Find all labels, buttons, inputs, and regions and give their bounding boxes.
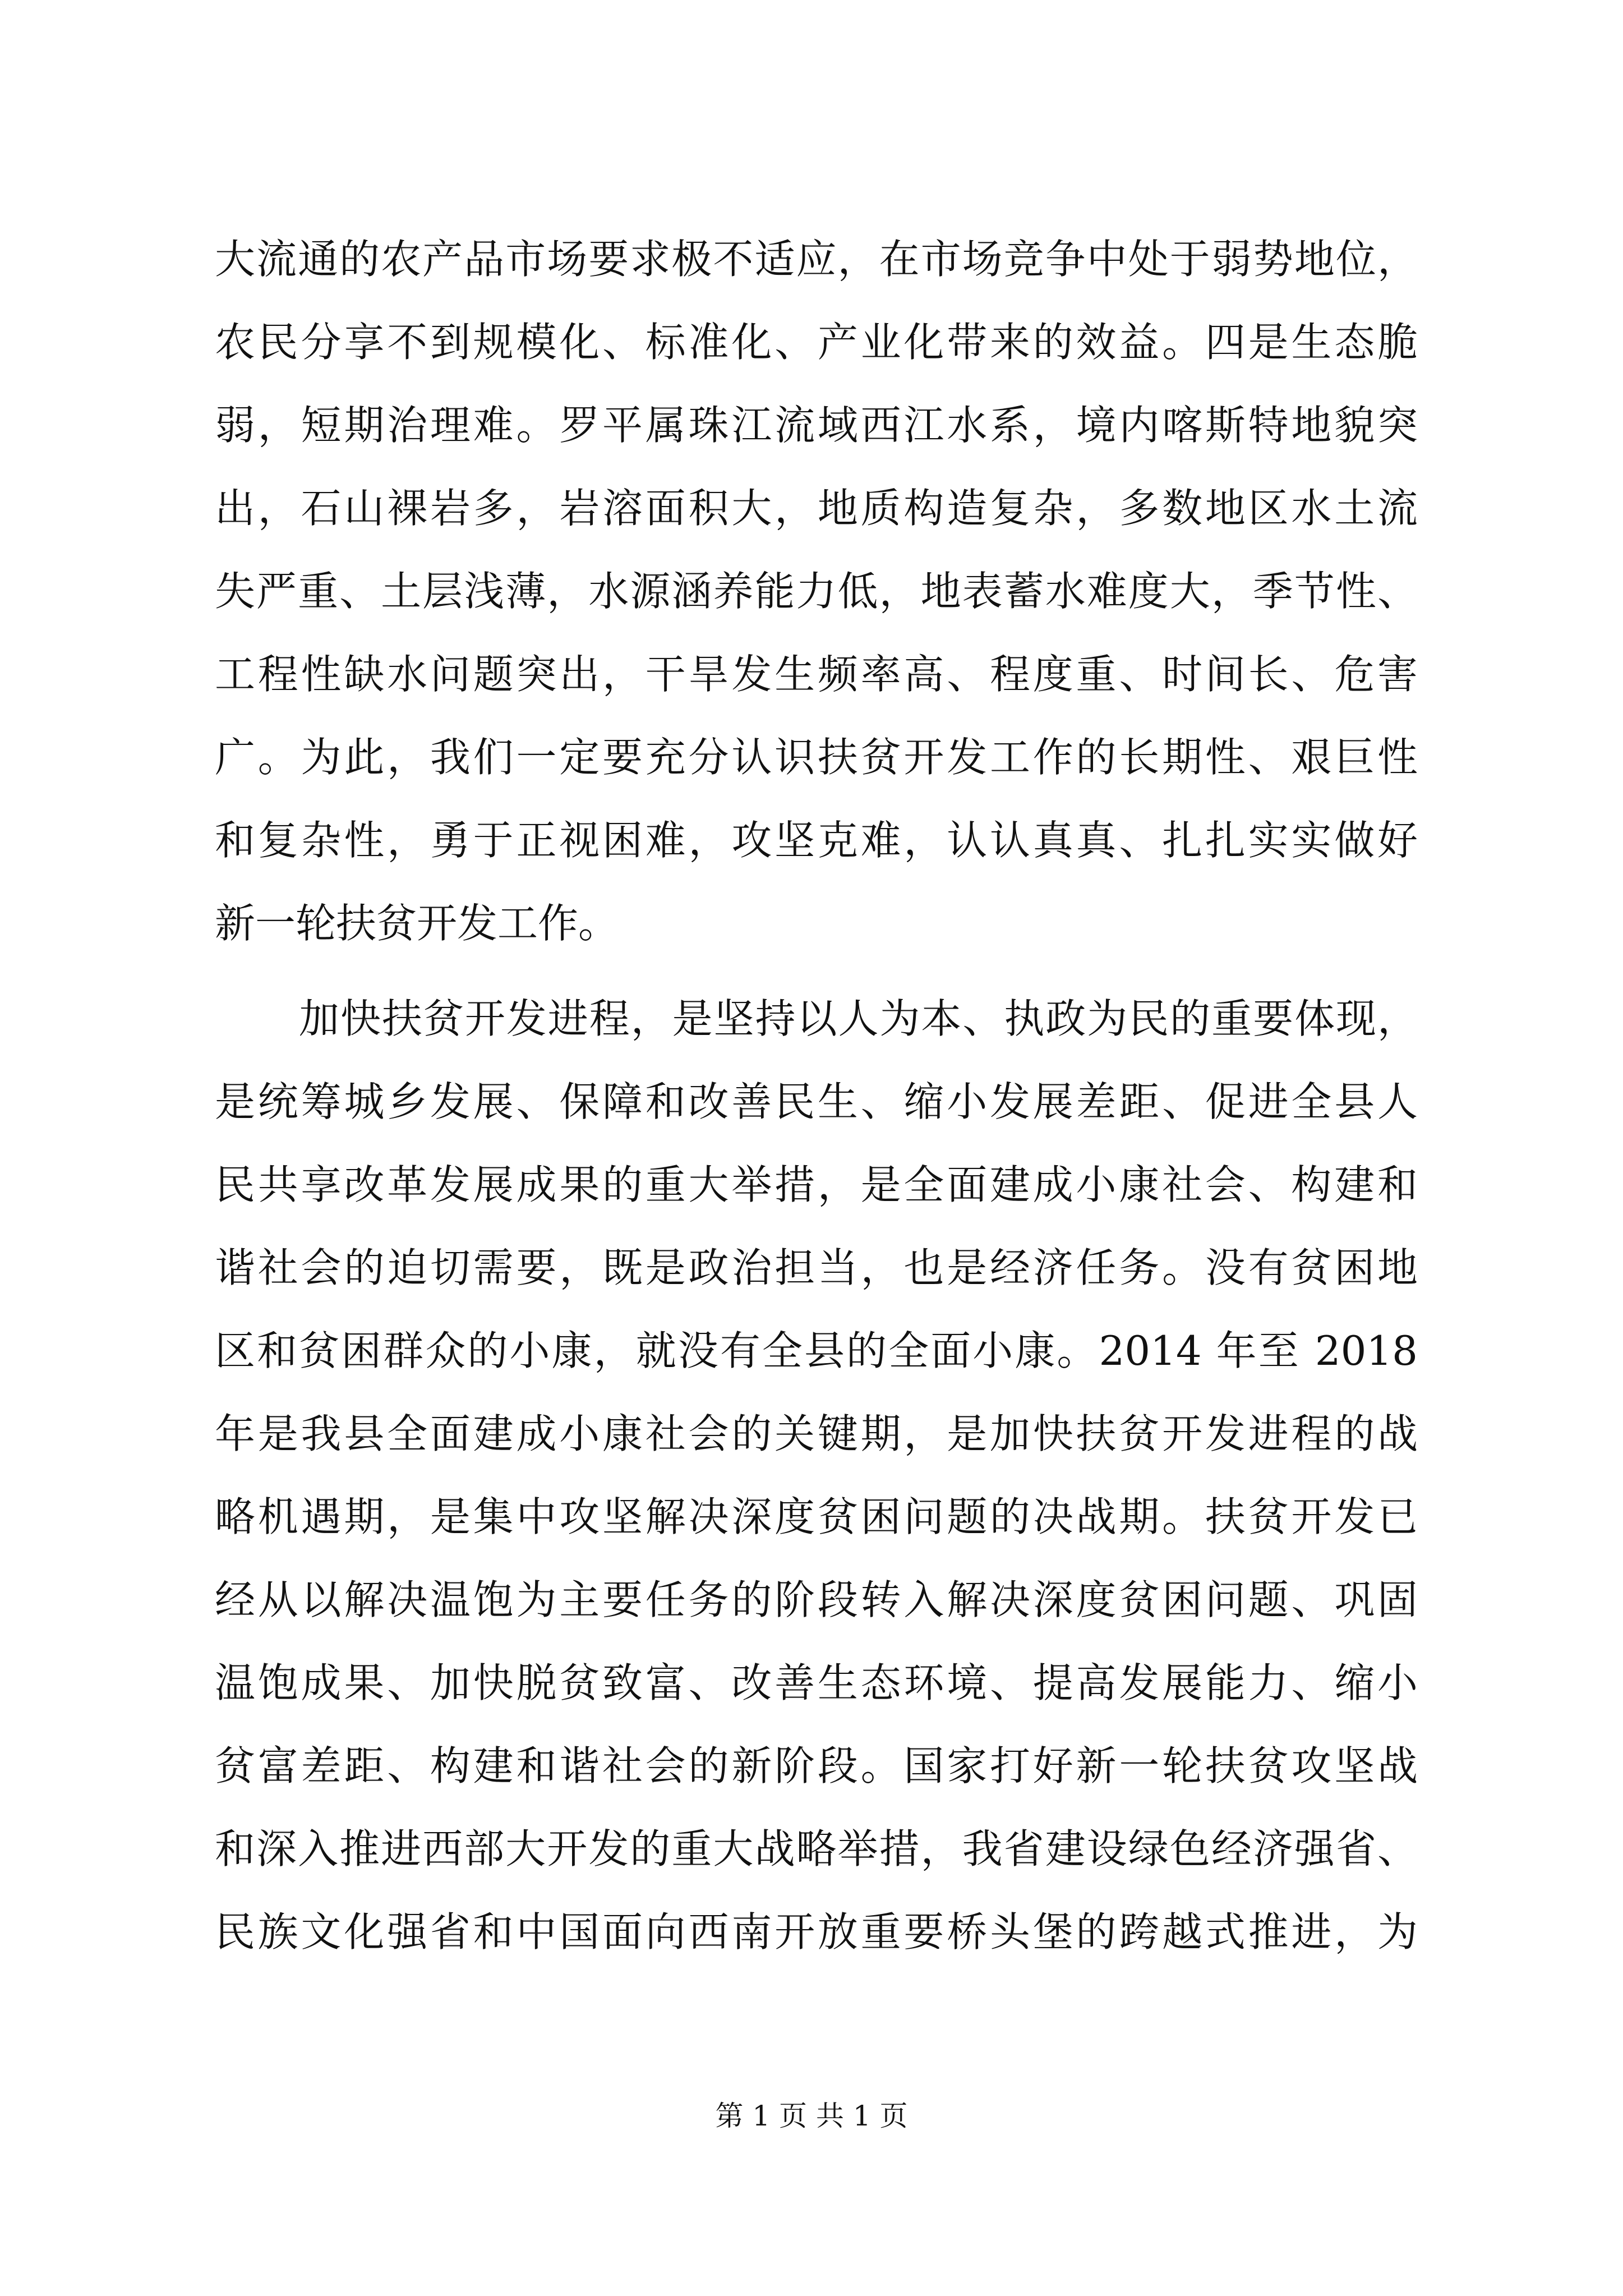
text-line: 失严重、土层浅薄，水源涵养能力低，地表蓄水难度大，季节性、 xyxy=(215,568,1418,615)
document-body xyxy=(215,218,1418,1973)
text-line: 加快扶贫开发进程，是坚持以人为本、执政为民的重要体现， xyxy=(299,995,1418,1042)
paragraph-1 xyxy=(215,218,1418,965)
text-line: 民共享改革发展成果的重大举措，是全面建成小康社会、构建和 xyxy=(215,1161,1418,1208)
text-line: 贫富差距、构建和谐社会的新阶段。国家打好新一轮扶贫攻坚战 xyxy=(215,1742,1418,1789)
text-line: 广。为此，我们一定要充分认识扶贫开发工作的长期性、艰巨性 xyxy=(215,734,1418,781)
text-line: 和复杂性，勇于正视困难，攻坚克难，认认真真、扎扎实实做好 xyxy=(215,817,1418,864)
text-line: 农民分享不到规模化、标准化、产业化带来的效益。四是生态脆 xyxy=(215,319,1418,366)
text-line: 民族文化强省和中国面向西南开放重要桥头堡的跨越式推进，为 xyxy=(215,1908,1418,1955)
paragraph-spacer xyxy=(215,965,1418,977)
text-line: 新一轮扶贫开发工作。 xyxy=(215,900,619,947)
text-line: 大流通的农产品市场要求极不适应，在市场竞争中处于弱势地位， xyxy=(215,236,1418,283)
text-line: 和深入推进西部大开发的重大战略举措，我省建设绿色经济强省、 xyxy=(215,1825,1418,1872)
text-line: 是统筹城乡发展、保障和改善民生、缩小发展差距、促进全县人 xyxy=(215,1078,1418,1125)
text-line: 经从以解决温饱为主要任务的阶段转入解决深度贫困问题、巩固 xyxy=(215,1576,1418,1623)
text-line: 出，石山裸岩多，岩溶面积大，地质构造复杂，多数地区水土流 xyxy=(215,485,1418,532)
paragraph-2 xyxy=(215,977,1418,1973)
page-number-footer: 第 1 页 共 1 页 xyxy=(715,2100,908,2132)
text-line: 工程性缺水问题突出，干旱发生频率高、程度重、时间长、危害 xyxy=(215,651,1418,698)
text-line: 弱，短期治理难。罗平属珠江流域西江水系，境内喀斯特地貌突 xyxy=(215,402,1418,449)
text-line: 温饱成果、加快脱贫致富、改善生态环境、提高发展能力、缩小 xyxy=(215,1659,1418,1706)
text-line: 略机遇期，是集中攻坚解决深度贫困问题的决战期。扶贫开发已 xyxy=(215,1493,1418,1540)
text-line: 谐社会的迫切需要，既是政治担当，也是经济任务。没有贫困地 xyxy=(215,1244,1418,1291)
text-line: 年是我县全面建成小康社会的关键期，是加快扶贫开发进程的战 xyxy=(215,1410,1418,1457)
text-line: 区和贫困群众的小康，就没有全县的全面小康。2014 年至 2018 xyxy=(215,1327,1418,1374)
